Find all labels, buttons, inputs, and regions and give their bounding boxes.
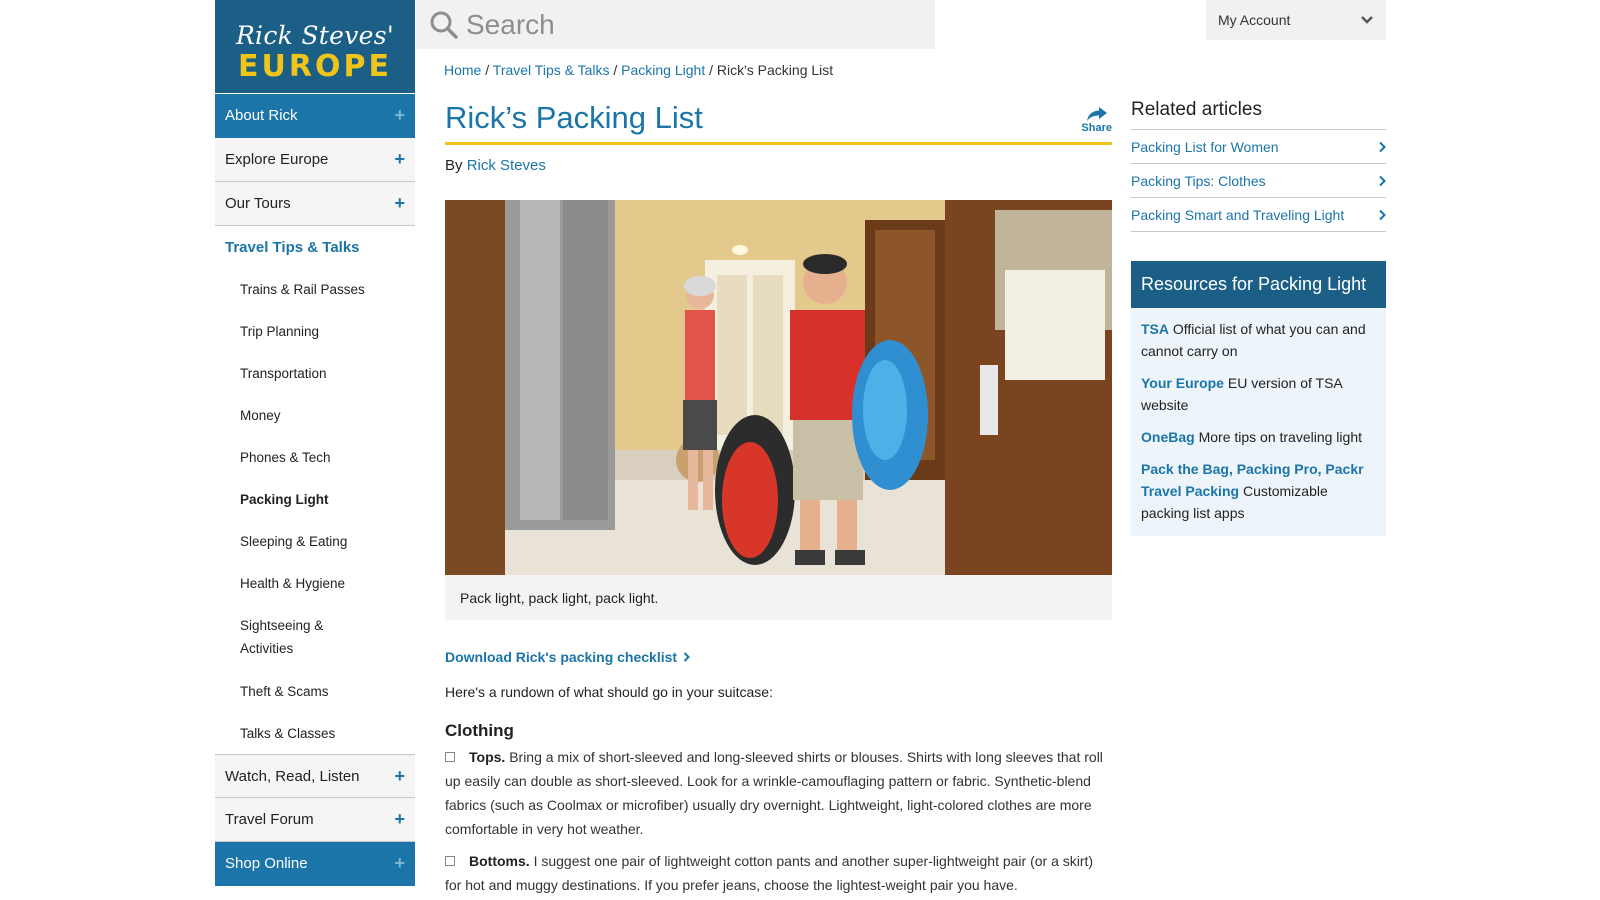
related-link[interactable] [1131, 164, 1386, 198]
resource-link-onebag[interactable]: OneBag [1141, 429, 1195, 445]
related-link-label: Packing Tips: Clothes [1131, 172, 1266, 189]
sidebar-subitem-sightseeing[interactable] [215, 604, 415, 670]
photo-caption: Pack light, pack light, pack light. [445, 575, 1112, 620]
site-logo[interactable] [215, 0, 415, 93]
sidebar-subitem-talks-classes[interactable]: Talks & Classes [240, 725, 336, 741]
resource-item [1131, 458, 1386, 524]
checkbox-icon[interactable] [445, 856, 455, 866]
expand-icon[interactable]: + [394, 105, 405, 125]
breadcrumb-home[interactable]: Home [444, 62, 482, 78]
article-intro: Here's a rundown of what should go in your suitcase: [445, 684, 773, 700]
breadcrumb-separator: / [705, 62, 717, 78]
resource-link-pack-the-bag[interactable]: Pack the Bag [1141, 461, 1229, 477]
breadcrumb-travel-tips[interactable]: Travel Tips & Talks [492, 62, 610, 78]
checkbox-icon[interactable] [445, 752, 455, 762]
chevron-right-icon [683, 652, 690, 662]
breadcrumb-separator: / [481, 62, 493, 78]
resource-item [1131, 318, 1386, 362]
sidebar-subitem-trains[interactable]: Trains & Rail Passes [240, 281, 365, 297]
sidebar-item-watch-read-listen[interactable] [215, 754, 415, 798]
search-input[interactable] [466, 9, 906, 41]
item-text: Bring a mix of short-sleeved and long-sleeved shirts or blouses. Shirts with long sleeves that roll up easily can double as short-sleeved. Look for a wrinkle-camouflaging pattern or fabric. Synthetic-blend fabrics (such as Coolmax or microfiber) usually dry overnight. Lightweight, light-colored clothes are more comfortable in very hot weather. [445, 749, 1103, 837]
resource-link-separator: , [1228, 461, 1237, 477]
resource-text: Official list of what you can and cannot carry on [1141, 321, 1366, 359]
sidebar-item-travel-forum[interactable] [215, 798, 415, 842]
download-link-label: Download Rick's packing checklist [445, 649, 678, 665]
search-bar[interactable] [416, 0, 935, 49]
related-link-label: Packing Smart and Traveling Light [1131, 206, 1345, 223]
item-label: Bottoms. [469, 853, 530, 869]
byline-prefix: By [445, 157, 463, 174]
article-photo [445, 200, 1112, 575]
sidebar-item-our-tours[interactable] [215, 182, 415, 226]
sidebar-subitem-phones-tech[interactable]: Phones & Tech [240, 449, 331, 465]
sidebar-subitem-health-hygiene[interactable]: Health & Hygiene [240, 575, 346, 591]
related-articles [1131, 99, 1386, 232]
chevron-down-icon [1360, 15, 1374, 25]
breadcrumb-current: Rick's Packing List [716, 62, 834, 78]
breadcrumb [444, 62, 833, 78]
breadcrumb-separator: / [609, 62, 622, 78]
related-link[interactable] [1131, 130, 1386, 164]
expand-icon[interactable]: + [394, 765, 405, 786]
sidebar-subitem-packing-light[interactable]: Packing Light [240, 491, 329, 507]
download-checklist-link[interactable] [445, 649, 1112, 665]
chevron-right-icon [1378, 175, 1386, 187]
sidebar-item-explore-europe[interactable] [215, 138, 415, 182]
resource-link-packing-pro[interactable]: Packing Pro [1236, 461, 1318, 477]
resource-text: Customizable packing list apps [1141, 483, 1328, 521]
related-heading: Related articles [1131, 99, 1386, 130]
account-label: My Account [1218, 12, 1291, 28]
sidebar-subitem-theft-scams[interactable]: Theft & Scams [240, 683, 329, 699]
checklist-item [445, 745, 1112, 841]
sidebar-item-label: Travel Forum [225, 811, 314, 828]
breadcrumb-packing-light[interactable]: Packing Light [621, 62, 706, 78]
resource-link-tsa[interactable]: TSA [1141, 321, 1169, 337]
item-text: I suggest one pair of lightweight cotton pants and another super-lightweight pair (or a skirt) for hot and muggy destinations. If you prefer jeans, choose the lightest-weight pair you have. [445, 853, 1094, 893]
share-label: Share [1081, 122, 1112, 134]
article [445, 100, 1112, 897]
resource-link-packr[interactable]: Packr Travel Packing [1141, 461, 1364, 499]
expand-icon[interactable]: + [394, 809, 405, 829]
resource-link-separator: , [1317, 461, 1326, 477]
sidebar-subitem-label: Sightseeing & Activities [240, 618, 324, 656]
share-button[interactable] [1081, 106, 1112, 134]
checklist-item [445, 849, 1112, 897]
search-icon[interactable] [428, 9, 460, 41]
account-dropdown[interactable] [1206, 0, 1386, 40]
byline [445, 157, 1112, 174]
hallway-photo-illustration [445, 200, 1112, 575]
share-icon [1086, 106, 1108, 122]
resources-box [1131, 261, 1386, 536]
page-title: Rick’s Packing List [445, 100, 703, 135]
resource-text: EU version of TSA website [1141, 375, 1342, 413]
sidebar-nav [215, 94, 415, 886]
expand-icon[interactable]: + [394, 853, 405, 873]
resource-text: More tips on traveling light [1194, 429, 1362, 445]
sidebar-item-travel-tips[interactable]: Travel Tips & Talks [225, 238, 360, 256]
sidebar-item-label: Our Tours [225, 195, 291, 212]
sidebar-item-label: About Rick [225, 107, 298, 124]
expand-icon[interactable]: + [394, 193, 405, 213]
sidebar-subitem-transportation[interactable]: Transportation [240, 365, 327, 381]
author-link[interactable]: Rick Steves [466, 157, 546, 174]
sidebar-subitem-sleeping-eating[interactable]: Sleeping & Eating [240, 533, 348, 549]
sidebar-item-label: Watch, Read, Listen [225, 767, 360, 785]
item-label: Tops. [469, 749, 506, 765]
resource-link-your-europe[interactable]: Your Europe [1141, 375, 1224, 391]
chevron-right-icon [1378, 209, 1386, 221]
related-link[interactable] [1131, 198, 1386, 232]
sidebar-item-label: Explore Europe [225, 151, 329, 168]
expand-icon[interactable]: + [394, 149, 405, 169]
logo-script-text: Rick Steves' [235, 21, 395, 50]
related-link-label: Packing List for Women [1131, 138, 1279, 155]
resource-item [1131, 426, 1386, 448]
resource-item [1131, 372, 1386, 416]
sidebar-subitem-money[interactable]: Money [240, 407, 281, 423]
sidebar-item-label: Shop Online [225, 855, 308, 872]
chevron-right-icon [1378, 141, 1386, 153]
resources-heading: Resources for Packing Light [1131, 261, 1386, 308]
sidebar-item-about-rick[interactable] [215, 94, 415, 138]
sidebar-item-shop-online[interactable] [215, 842, 415, 886]
logo-big-text: EUROPE [238, 49, 392, 84]
title-row [445, 100, 1112, 145]
sidebar-subitem-trip-planning[interactable]: Trip Planning [240, 323, 320, 339]
section-heading: Clothing [445, 721, 514, 740]
